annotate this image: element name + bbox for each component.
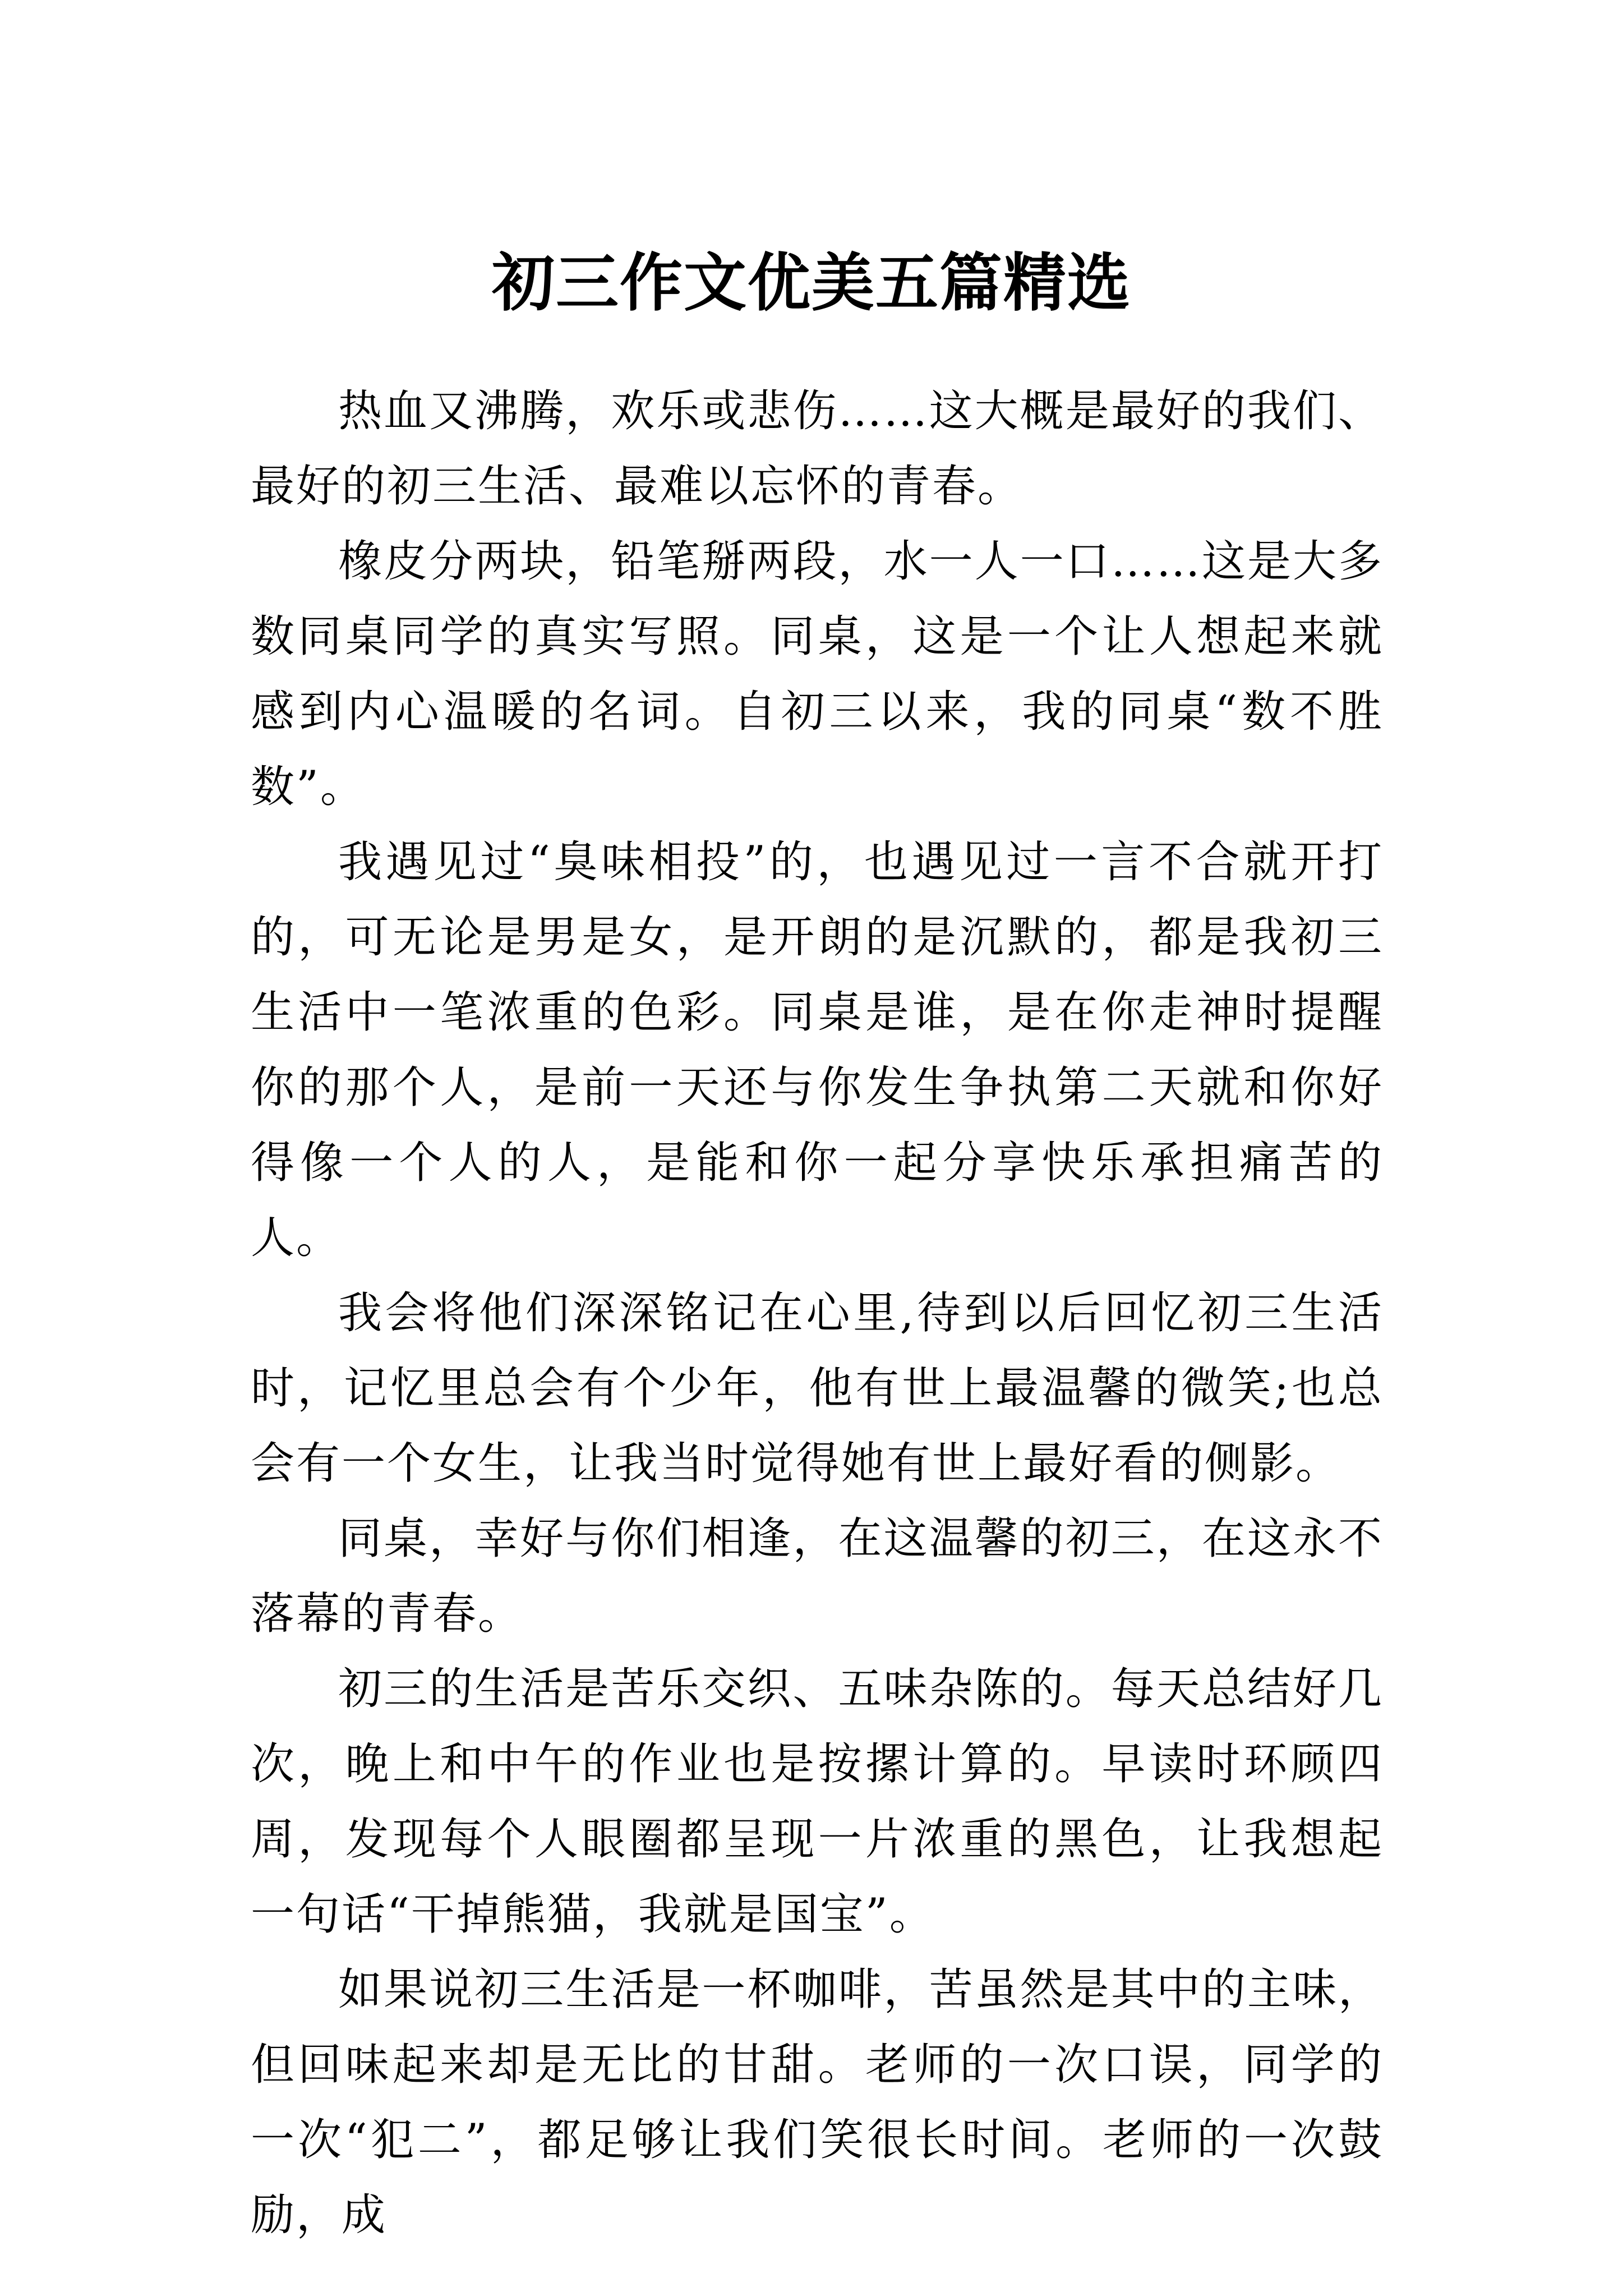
paragraph-5: 同桌，幸好与你们相逢，在这温馨的初三，在这永不落幕的青春。: [251, 1513, 1384, 1639]
paragraph-2: 橡皮分两块，铅笔掰两段，水一人一口……这是大多数同桌同学的真实写照。同桌，这是一个让人想起来就感到内心温暖的名词。自初三以来，我的同桌“数不胜数”。: [251, 536, 1384, 812]
paragraph-6: 初三的生活是苦乐交织、五味杂陈的。每天总结好几次，晚上和中午的作业也是按摞计算的。早读时环顾四周，发现每个人眼圈都呈现一片浓重的黑色，让我想起一句话“干掉熊猫，我就是国宝”。: [251, 1664, 1384, 1940]
paragraph-1: 热血又沸腾，欢乐或悲伤……这大概是最好的我们、最好的初三生活、最难以忘怀的青春。: [251, 386, 1384, 512]
paragraph-4: 我会将他们深深铭记在心里,待到以后回忆初三生活时，记忆里总会有个少年，他有世上最温馨的微笑;也总会有一个女生，让我当时觉得她有世上最好看的侧影。: [251, 1288, 1384, 1489]
document-body: [251, 374, 1384, 2253]
document-title: 初三作文优美五篇精选: [492, 246, 1131, 320]
paragraph-7: 如果说初三生活是一杯咖啡，苦虽然是其中的主味，但回味起来却是无比的甘甜。老师的一次口误，同学的一次“犯二”，都足够让我们笑很长时间。老师的一次鼓励，成: [251, 1964, 1384, 2240]
paragraph-3: 我遇见过“臭味相投”的，也遇见过一言不合就开打的，可无论是男是女，是开朗的是沉默的，都是我初三生活中一笔浓重的色彩。同桌是谁，是在你走神时提醒你的那个人，是前一天还与你发生争执第二天就和你好得像一个人的人，是能和你一起分享快乐承担痛苦的人。: [251, 837, 1384, 1263]
